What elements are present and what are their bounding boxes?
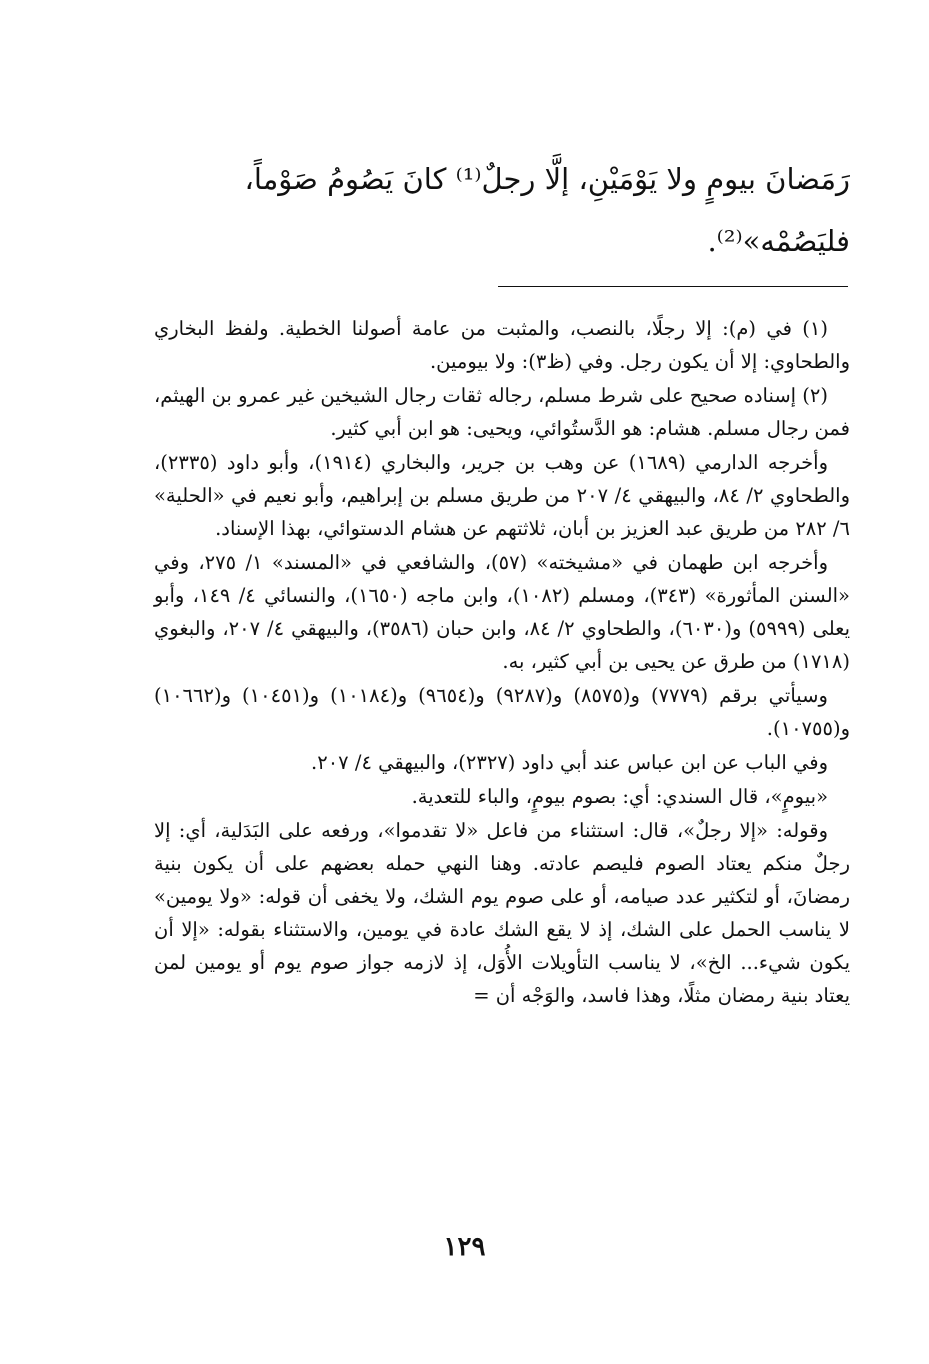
main-text-line-2: فليَصُمْه»⁽²⁾. (707, 224, 850, 258)
footnotes-section (154, 312, 850, 1013)
footnote-paragraph: وقوله: «إلا رجلٌ»، قال: استثناء من فاعل «لا تقدموا»، ورفعه على البَدَلية، أي: إلا رجلٌ منكم يعتاد الصوم فليصم عادته. وهنا النهي حمله بعضهم على أن يكون بنية رمضانَ، أو لتكثير عدد صيامه، أو على صوم يوم الشك، ولا يخفى أن قوله: «ولا يومين» لا يناسب الحمل على الشك، إذ لا يقع الشك عادة في يومين، والاستثناء بقوله: «إلا أن يكون شيء... الخ»، لا يناسب التأويلات الأُوَل، إذ لازمه جواز صوم يوم أو يومين لمن يعتاد بنية رمضان مثلًا، وهذا فاسد، والوَجْه أن = (154, 819, 850, 1007)
footnote-2: (٢) إسناده صحيح على شرط مسلم، رجاله ثقات رجال الشيخين غير عمرو بن الهيثم، فمن رجال مسلم. هشام: هو الدَّستُوائي، ويحيى: هو ابن أبي كثير. (154, 384, 850, 440)
hadith-main-text (150, 148, 850, 272)
footnote-paragraph: وسيأتي برقم (٧٧٧٩) و(٨٥٧٥) و(٩٢٨٧) و(٩٦٥٤) و(١٠١٨٤) و(١٠٤٥١) و(١٠٦٦٢) و(١٠٧٥٥). (154, 684, 850, 740)
footnote-paragraph: وأخرجه ابن طهمان في «مشيخته» (٥٧)، والشافعي في «المسند» ١/ ٢٧٥، وفي «السنن المأثورة» (٣٤٣)، ومسلم (١٠٨٢)، وابن ماجه (١٦٥٠)، والنسائي ٤/ ١٤٩، وأبو يعلى (٥٩٩٩) و(٦٠٣٠)، والطحاوي ٢/ ٨٤، وابن حبان (٣٥٨٦)، والبيهقي ٤/ ٢٠٧، والبغوي (١٧١٨) من طرق عن يحيى بن أبي كثير، به. (154, 551, 850, 673)
footnote-1: (١) في (م): إلا رجلًا، بالنصب، والمثبت من عامة أصولنا الخطية. ولفظ البخاري والطحاوي: إلا أن يكون رجل. وفي (ظ٣): ولا بيومين. (154, 317, 850, 373)
main-text-line-1: رَمَضانَ بيومٍ ولا يَوْمَيْنِ، إلَّا رجلٌ⁽¹⁾ كانَ يَصُومُ صَوْماً، (244, 162, 850, 196)
footnote-paragraph: وفي الباب عن ابن عباس عند أبي داود (٢٣٢٧)، والبيهقي ٤/ ٢٠٧. (311, 751, 828, 774)
footnote-paragraph: «بيومٍ»، قال السندي: أي: بصوم بيومٍ، والباء للتعدية. (411, 785, 828, 808)
footnote-separator (498, 286, 848, 287)
footnote-paragraph: وأخرجه الدارمي (١٦٨٩) عن وهب بن جرير، والبخاري (١٩١٤)، وأبو داود (٢٣٣٥)، والطحاوي ٢/ ٨٤، والبيهقي ٤/ ٢٠٧ من طريق مسلم بن إبراهيم، وأبو نعيم في «الحلية» ٦/ ٢٨٢ من طريق عبد العزيز بن أبان، ثلاثتهم عن هشام الدستوائي، بهذا الإسناد. (154, 451, 850, 540)
page-number: ١٢٩ (443, 1232, 486, 1262)
